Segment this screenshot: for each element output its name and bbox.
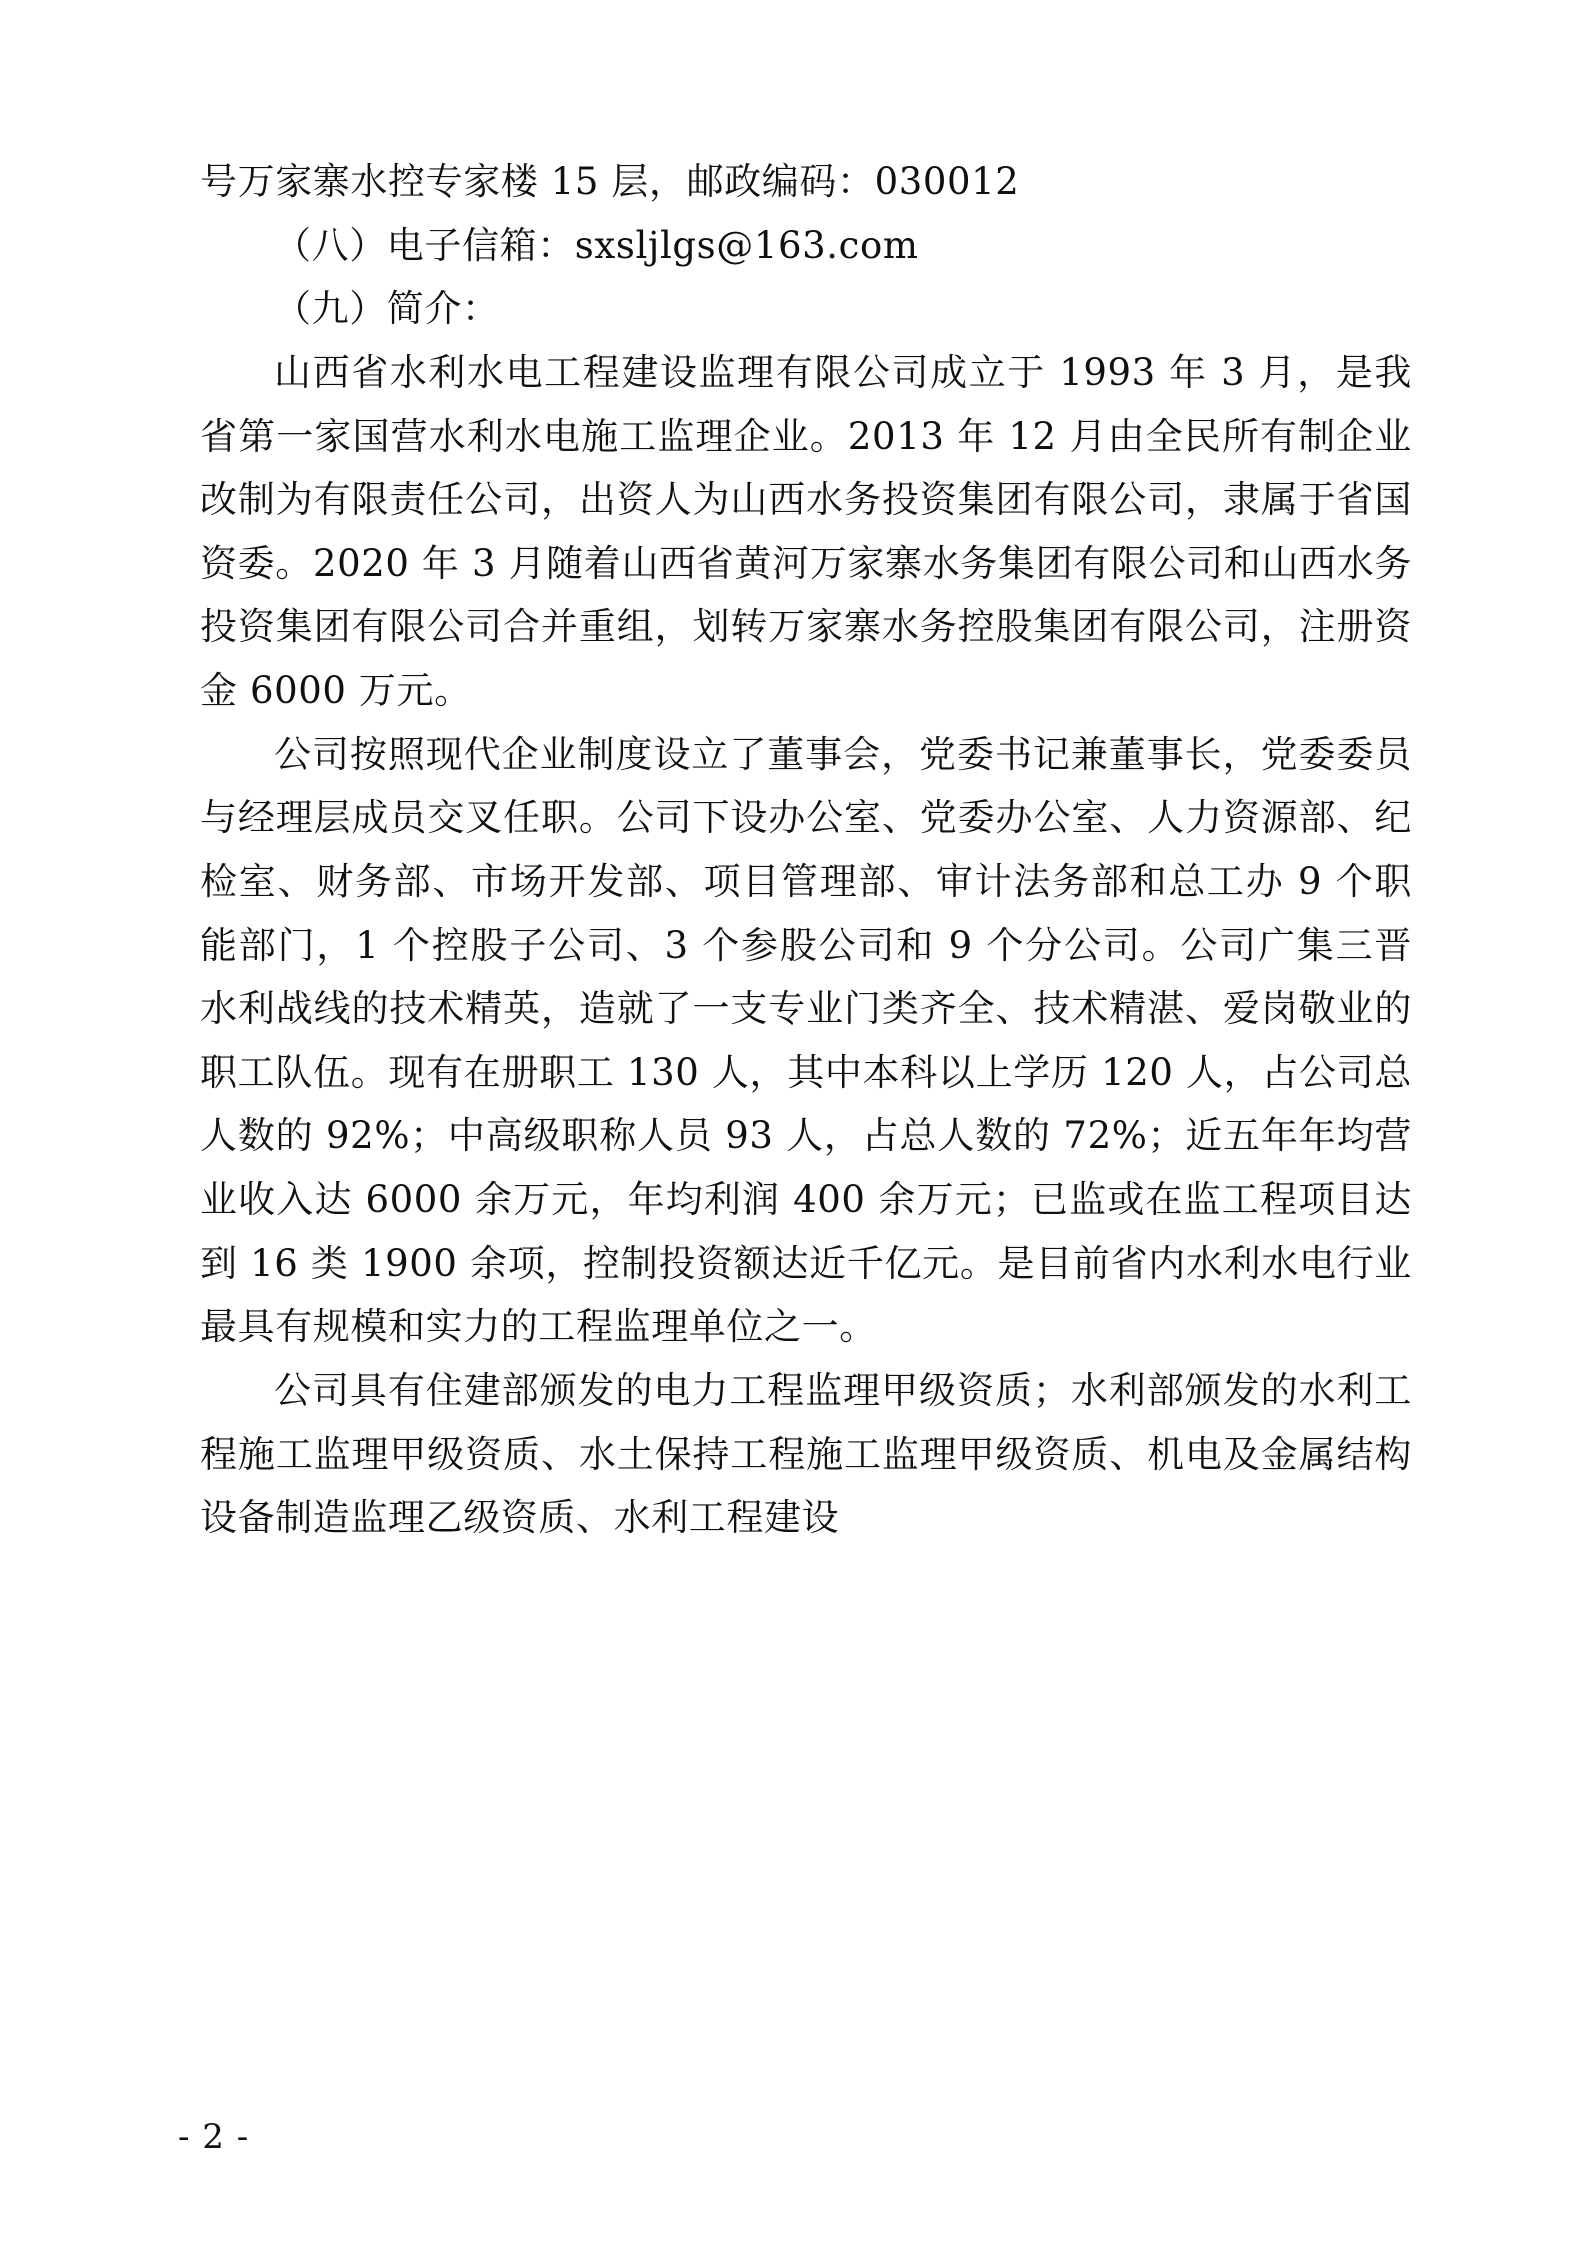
paragraph-address-line: 号万家寨水控专家楼 15 层，邮政编码：030012 bbox=[200, 160, 1020, 203]
document-body bbox=[200, 150, 1412, 1550]
paragraph-company-structure: 公司按照现代企业制度设立了董事会，党委书记兼董事长，党委委员与经理层成员交叉任职。公司下设办公室、党委办公室、人力资源部、纪检室、财务部、市场开发部、项目管理部、审计法务部和总工办 9 个职能部门，1 个控股子公司、3 个参股公司和 9 个分公司。公司广集三晋水利战线的技术精英，造就了一支专业门类齐全、技术精湛、爱岗敬业的职工队伍。现有在册职工 130 人，其中本科以上学历 120 人，占公司总人数的 92%；中高级职称人员 93 人，占总人数的 72%；近五年年均营业收入达 6000 余万元，年均利润 400 余万元；已监或在监工程项目达到 16 类 1900 余项，控制投资额达近千亿元。是目前省内水利水电行业最具有规模和实力的工程监理单位之一。 bbox=[200, 732, 1412, 1349]
paragraph-company-qualifications: 公司具有住建部颁发的电力工程监理甲级资质；水利部颁发的水利工程施工监理甲级资质、水土保持工程施工监理甲级资质、机电及金属结构设备制造监理乙级资质、水利工程建设 bbox=[200, 1368, 1412, 1540]
paragraph-item-eight-email: （八）电子信箱：sxsljlgs@163.com bbox=[274, 223, 919, 267]
page-number: - 2 - bbox=[178, 2117, 250, 2157]
paragraph-company-history: 山西省水利水电工程建设监理有限公司成立于 1993 年 3 月，是我省第一家国营水利水电施工监理企业。2013 年 12 月由全民所有制企业改制为有限责任公司，出资人为山西水务投资集团有限公司，隶属于省国资委。2020 年 3 月随着山西省黄河万家寨水务集团有限公司和山西水务投资集团有限公司合并重组，划转万家寨水务控股集团有限公司，注册资金 6000 万元。 bbox=[200, 350, 1412, 712]
paragraph-item-nine-intro-heading: （九）简介： bbox=[274, 287, 500, 331]
